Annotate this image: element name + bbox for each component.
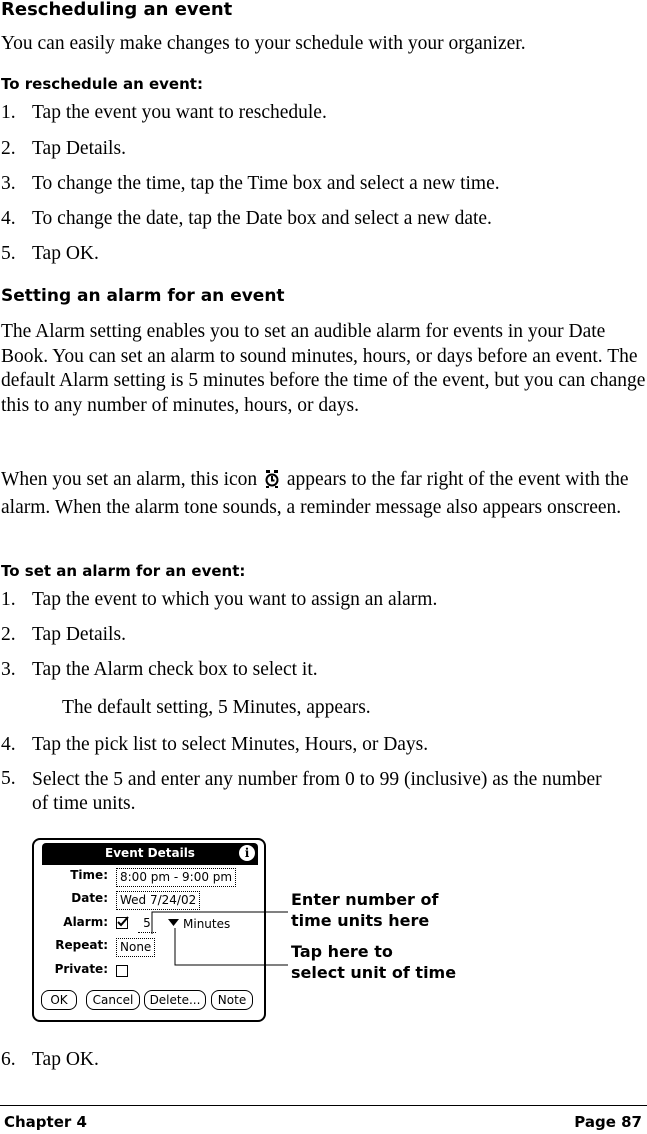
cancel-button[interactable]: Cancel: [86, 990, 140, 1010]
step-number: 4.: [1, 208, 16, 229]
step-number: 3.: [1, 659, 16, 680]
step-text: To change the time, tap the Time box and select a new time.: [32, 173, 500, 194]
alarm-unit-value: Minutes: [183, 917, 231, 931]
step-number: 2.: [1, 624, 16, 645]
alarm-paragraph-1: The Alarm setting enables you to set an audible alarm for events in your Date Book. You can set an alarm to sound minutes, hours, or days before an event. The default Alarm setting is 5 minutes before the time of the event, but you can change this to any number of minutes, hours, or days.: [1, 321, 646, 416]
callout-text: Tap here to: [291, 942, 393, 961]
step-text: Tap the Alarm check box to select it.: [32, 659, 318, 680]
step-number: 2.: [1, 138, 16, 159]
alarm-number-field[interactable]: 5: [138, 915, 156, 933]
step-number: 1.: [1, 102, 16, 123]
section-heading-alarm: Setting an alarm for an event: [1, 286, 285, 306]
callout-line-unit: [175, 928, 288, 965]
procedure-heading-alarm: To set an alarm for an event:: [1, 562, 246, 580]
step-number: 5.: [1, 243, 16, 264]
step-text: Tap Details.: [32, 138, 126, 159]
note-button[interactable]: Note: [211, 990, 253, 1010]
private-label: Private:: [54, 962, 108, 976]
step-text: Tap the event to which you want to assign an alarm.: [32, 589, 438, 610]
paragraph-text: When you set an alarm, this icon: [1, 469, 258, 490]
step-number: 5.: [1, 768, 16, 789]
paragraph-text: appears to the far right of the event with the alarm. When the alarm tone sounds, a reminder message also appears onscreen.: [1, 469, 629, 518]
delete-button[interactable]: Delete...: [144, 990, 206, 1010]
procedure-heading-reschedule: To reschedule an event:: [1, 75, 203, 93]
step-text: Tap Details.: [32, 624, 126, 645]
repeat-field[interactable]: None: [116, 938, 155, 957]
step-text: To change the date, tap the Date box and select a new date.: [32, 208, 492, 229]
time-label: Time:: [70, 868, 108, 882]
callout-text: time units here: [291, 911, 430, 930]
step-note: The default setting, 5 Minutes, appears.: [62, 697, 371, 718]
footer-divider: [0, 1105, 647, 1106]
step-text: Tap OK.: [32, 1049, 99, 1070]
dialog-title: Event Details: [105, 846, 195, 860]
info-icon[interactable]: i: [239, 845, 255, 861]
date-field[interactable]: Wed 7/24/02: [116, 891, 200, 910]
step-number: 3.: [1, 173, 16, 194]
callout-line-number: [152, 912, 288, 934]
callout-number: [291, 889, 438, 931]
rescheduling-intro: You can easily make changes to your schedule with your organizer.: [1, 33, 526, 54]
step-text: Tap the event you want to reschedule.: [32, 102, 327, 123]
callout-text: Enter number of: [291, 890, 439, 909]
alarm-label: Alarm:: [63, 915, 108, 929]
step-text: Tap OK.: [32, 243, 99, 264]
footer-page: Page 87: [574, 1113, 642, 1131]
date-label: Date:: [71, 891, 108, 905]
step-number: 4.: [1, 734, 16, 755]
step-text: Select the 5 and enter any number from 0 to 99 (inclusive) as the number of time units.: [32, 769, 602, 814]
step-number: 1.: [1, 589, 16, 610]
footer-chapter: Chapter 4: [4, 1113, 87, 1131]
ok-button[interactable]: OK: [41, 990, 77, 1010]
time-field[interactable]: 8:00 pm - 9:00 pm: [116, 868, 236, 887]
section-heading-rescheduling: Rescheduling an event: [1, 0, 233, 20]
step-text: Tap the pick list to select Minutes, Hours, or Days.: [32, 734, 429, 755]
callout-unit: [291, 941, 456, 983]
step-number: 6.: [1, 1049, 16, 1070]
repeat-label: Repeat:: [55, 938, 108, 952]
callout-text: select unit of time: [291, 963, 457, 982]
list-item: [1, 1049, 641, 1073]
